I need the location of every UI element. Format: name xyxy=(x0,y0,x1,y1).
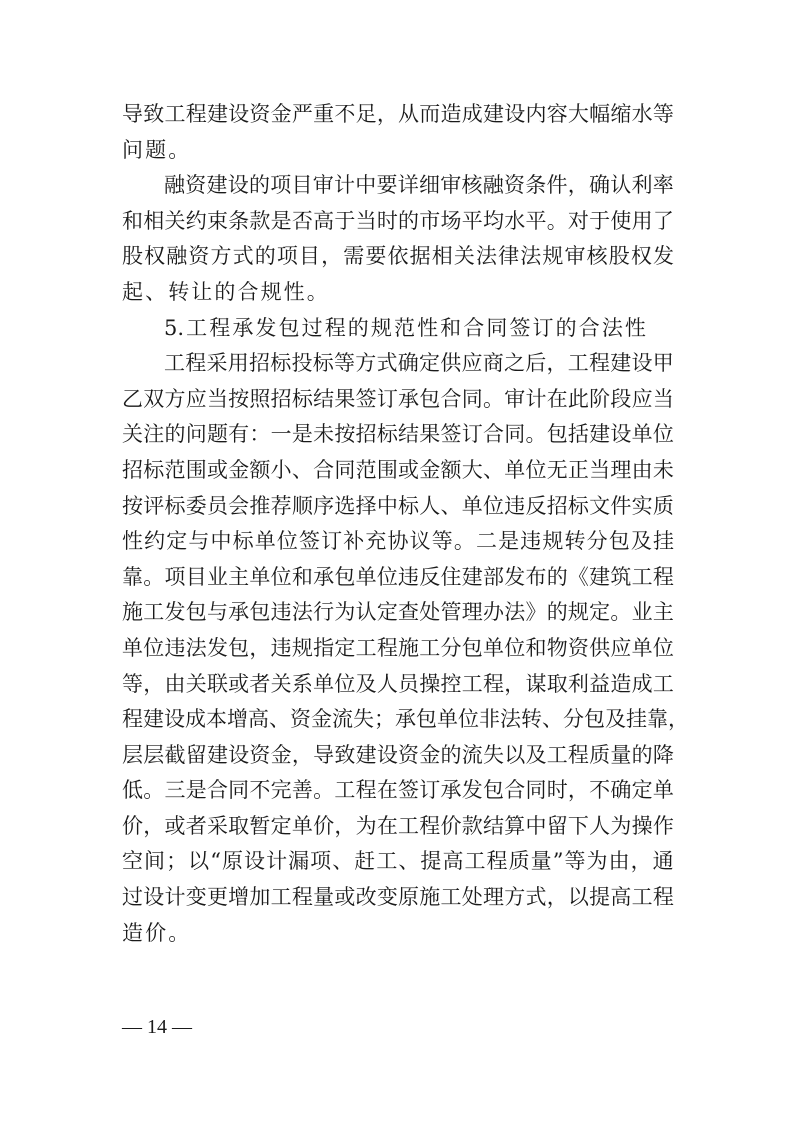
text-line: 单 位 违 法 发 包 ， 违 规 指 定 工 程 施 工 分 包 单 位 和 物 资 供 应 单 位 xyxy=(122,635,674,660)
text-line: 靠 。 项 目 业 主 单 位 和 承 包 单 位 违 反 住 建 部 发 布 的 《 建 筑 工 程 xyxy=(122,564,674,589)
text-line: 导 致 工 程 建 设 资 金 严 重 不 足 ， 从 而 造 成 建 设 内 容 大 幅 缩 水 等 xyxy=(122,102,674,126)
text-line: 问 题 。 xyxy=(122,137,190,162)
body-text xyxy=(122,97,689,951)
text-line: 施 工 发 包 与 承 包 违 法 行 为 认 定 查 处 管 理 办 法 》 的 规 定 。 业 主 xyxy=(122,600,674,625)
text-line: 5. 工 程 承 发 包 过 程 的 规 范 性 和 合 同 签 订 的 合 法 性 xyxy=(164,315,646,340)
text-line: 乙 双 方 应 当 按 照 招 标 结 果 签 订 承 包 合 同 。 审 计 在 此 阶 段 应 当 xyxy=(122,386,674,411)
text-line: 层 层 截 留 建 设 资 金 ， 导 致 建 设 资 金 的 流 失 以 及 工 程 质 量 的 降 xyxy=(122,742,674,767)
text-line: 造 价 。 xyxy=(122,920,190,945)
text-line: 招 标 范 围 或 金 额 小 、 合 同 范 围 或 金 额 大 、 单 位 无 正 当 理 由 未 xyxy=(122,457,674,482)
text-line: 股 权 融 资 方 式 的 项 目 ， 需 要 依 据 相 关 法 律 法 规 审 核 股 权 发 xyxy=(122,244,674,269)
text-line: 工 程 采 用 招 标 投 标 等 方 式 确 定 供 应 商 之 后 ， 工 程 建 设 甲 xyxy=(164,351,674,376)
text-line: 性 约 定 与 中 标 单 位 签 订 补 充 协 议 等 。 二 是 违 规 转 分 包 及 挂 xyxy=(122,529,674,554)
text-line: 价 ， 或 者 采 取 暂 定 单 价 ， 为 在 工 程 价 款 结 算 中 留 下 人 为 操 作 xyxy=(122,813,674,838)
text-line: 按 评 标 委 员 会 推 荐 顺 序 选 择 中 标 人 、 单 位 违 反 招 标 文 件 实 质 xyxy=(122,493,674,518)
text-line: 起 、 转 让 的 合 规 性 。 xyxy=(122,279,328,304)
text-line: 关 注 的 问 题 有 ： 一 是 未 按 招 标 结 果 签 订 合 同 。 包 括 建 设 单 位 xyxy=(122,422,674,447)
text-line: 低 。 三 是 合 同 不 完 善 。 工 程 在 签 订 承 发 包 合 同 时 ， 不 确 定 单 xyxy=(122,778,674,803)
text-line: 空 间 ； 以 “ 原 设 计 漏 项 、 赶 工 、 提 高 工 程 质 量 ” 等 为 由 ， 通 xyxy=(122,849,674,874)
text-line: 等 ， 由 关 联 或 者 关 系 单 位 及 人 员 操 控 工 程 ， 谋 取 利 益 造 成 工 xyxy=(122,671,674,696)
page-number: — 14 — xyxy=(122,1016,192,1038)
text-line: 程 建 设 成 本 增 高 、 资 金 流 失 ； 承 包 单 位 非 法 转 、 分 包 及 挂 靠 ， xyxy=(122,707,689,732)
text-line: 过 设 计 变 更 增 加 工 程 量 或 改 变 原 施 工 处 理 方 式 ， 以 提 高 工 程 xyxy=(122,885,674,910)
text-line: 融 资 建 设 的 项 目 审 计 中 要 详 细 审 核 融 资 条 件 ， 确 认 利 率 xyxy=(164,173,674,198)
text-line: 和 相 关 约 束 条 款 是 否 高 于 当 时 的 市 场 平 均 水 平 。 对 于 使 用 了 xyxy=(122,208,674,233)
